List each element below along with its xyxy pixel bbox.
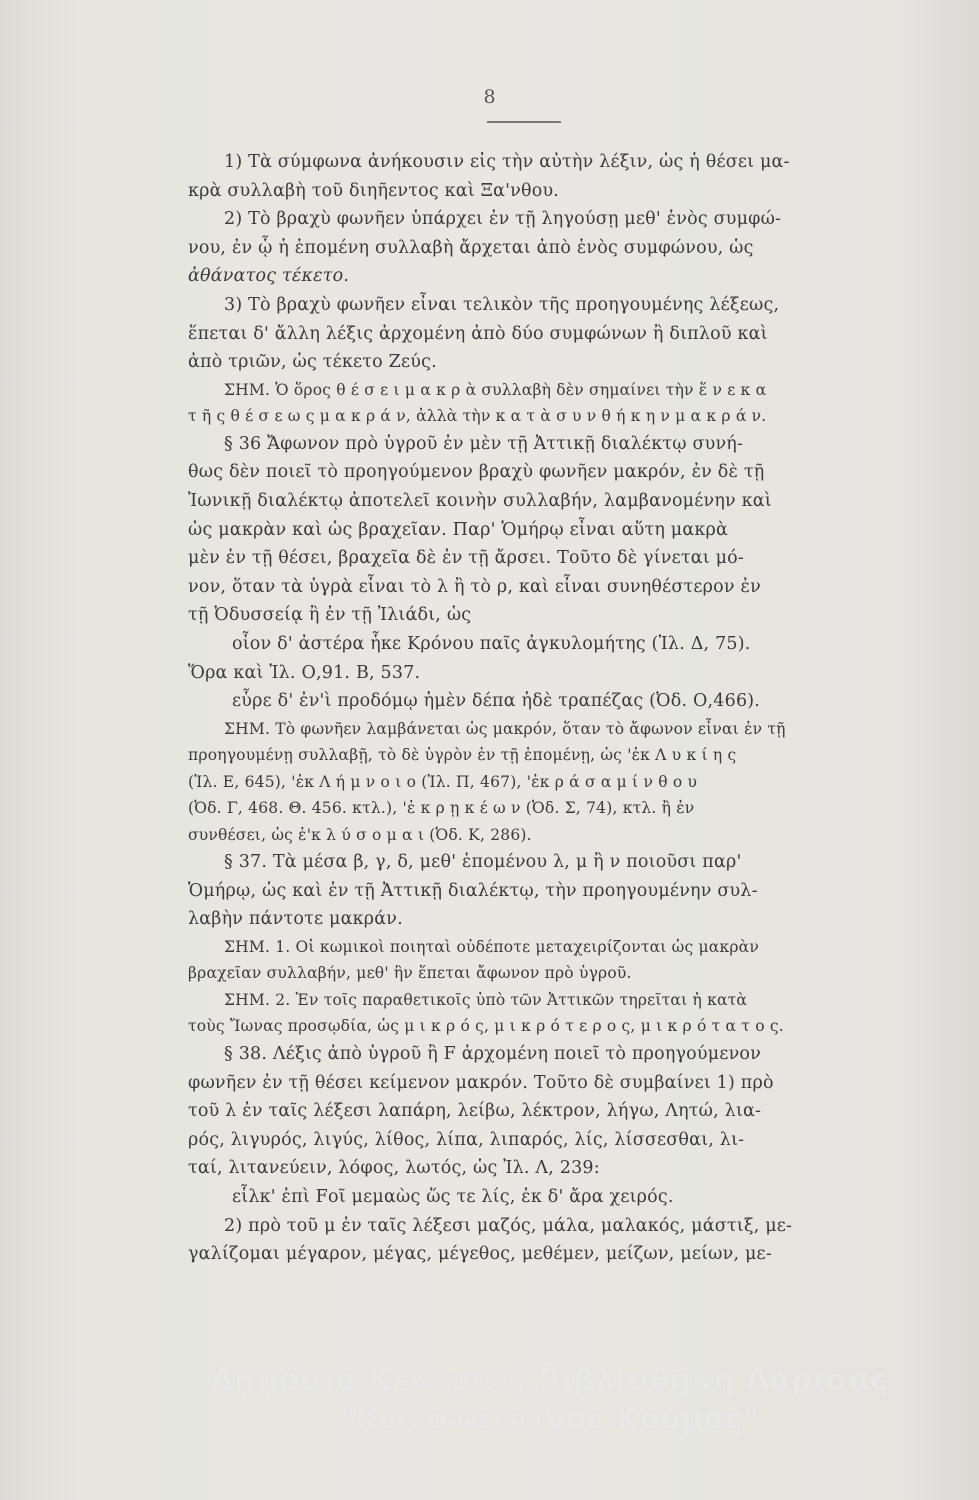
- note-line: ΣΗΜ. Ὁ ὅρος θ έ σ ε ι μ α κ ρ ὰ συλλαβὴ δὲν σημαίνει τὴν ἕ ν ε κ α: [224, 380, 767, 399]
- text-line: Ὁμήρῳ, ὡς καὶ ἐν τῇ Ἀττικῇ διαλέκτῳ, τὴν προηγουμένην συλ-: [188, 880, 758, 901]
- text-line: τῇ Ὀδυσσείᾳ ἢ ἐν τῇ Ἰλιάδι, ὡς: [188, 605, 472, 626]
- note-line: ΣΗΜ. 1. Οἱ κωμικοὶ ποιηταὶ οὐδέποτε μεταχειρίζονται ὡς μακρὰν: [224, 937, 759, 956]
- note-line: συνθέσει, ὡς ἐ'κ λ ύ σ ο μ α ι (Ὀδ. Κ, 286).: [188, 825, 532, 844]
- text-line: ὡς μακρὰν καὶ ὡς βραχεῖαν. Παρ' Ὁμήρῳ εἶναι αὕτη μακρὰ: [188, 519, 729, 540]
- body-text: [188, 148, 844, 1269]
- text-line: θως δὲν ποιεῖ τὸ προηγούμενον βραχὺ φωνῆεν μακρόν, ἐν δὲ τῇ: [188, 462, 765, 483]
- section-38-line: § 38. Λέξις ἀπὸ ὑγροῦ ἢ F ἀρχομένη ποιεῖ τὸ προηγούμενον: [224, 1043, 762, 1064]
- text-line: νον, ὅταν τὰ ὑγρὰ εἶναι τὸ λ ἢ τὸ ρ, καὶ εἶναι συνηθέστερον ἐν: [188, 576, 761, 597]
- note-line: βραχεῖαν συλλαβήν, μεθ' ἣν ἕπεται ἄφωνον πρὸ ὑγροῦ.: [188, 964, 632, 983]
- text-line: 3) Τὸ βραχὺ φωνῆεν εἶναι τελικὸν τῆς προηγουμένης λέξεως,: [224, 294, 780, 315]
- text-line: ρός, λιγυρός, λιγύς, λίθος, λίπα, λιπαρός, λίς, λίσσεσθαι, λι-: [188, 1129, 745, 1150]
- text-line: 1) Τὰ σύμφωνα ἀνήκουσιν εἰς τὴν αὐτὴν λέξιν, ὡς ἡ θέσει μα-: [224, 152, 790, 172]
- note-line: τ ῆ ς θ έ σ ε ω ς μ α κ ρ ά ν, ἀλλὰ τὴν κ α τ ὰ σ υ ν θ ή κ η ν μ α κ ρ ά ν.: [188, 407, 767, 426]
- page-number: 8: [483, 86, 496, 108]
- text-line: τοῦ λ ἐν ταῖς λέξεσι λαπάρη, λείβω, λέκτρον, λήγω, Λητώ, λια-: [188, 1101, 762, 1122]
- text-line: Ὅρα καὶ Ἰλ. Ο,91. Β, 537.: [188, 662, 421, 683]
- section-36-line: § 36 Ἄφωνον πρὸ ὑγροῦ ἐν μὲν τῇ Ἀττικῇ διαλέκτῳ συνή-: [224, 433, 744, 454]
- text-line: ταί, λιτανεύειν, λόφος, λωτός, ὡς Ἰλ. Λ, 239:: [188, 1158, 600, 1179]
- verse-line: οἷον δ' ἀστέρα ἧκε Κρόνου παῖς ἀγκυλομήτης (Ἰλ. Δ, 75).: [232, 633, 751, 654]
- library-watermark: Δημόσια Κεντρική Βιβλιοθήκη Λάρισας: [210, 1363, 889, 1398]
- library-watermark-name: "Κωνσταντίνος Κούμας": [339, 1402, 760, 1437]
- note-line: προηγουμένῃ συλλαβῇ, τὸ δὲ ὑγρὸν ἐν τῇ ἑπομένῃ, ὡς 'ἐκ Λ υ κ ί η ς: [188, 746, 737, 765]
- note-line: ΣΗΜ. Τὸ φωνῆεν λαμβάνεται ὡς μακρόν, ὅταν τὸ ἄφωνον εἶναι ἐν τῇ: [224, 719, 786, 738]
- text-line: γαλίζομαι μέγαρον, μέγας, μέγεθος, μεθέμεν, μείζων, μείων, με-: [188, 1244, 772, 1265]
- text-line: ἀθάνατος τέκετο.: [188, 266, 350, 287]
- text-line: μὲν ἐν τῇ θέσει, βραχεῖα δὲ ἐν τῇ ἄρσει. Τοῦτο δὲ γίνεται μό-: [188, 548, 745, 569]
- text-line: λαβὴν πάντοτε μακράν.: [188, 909, 403, 930]
- header-rule: [487, 121, 561, 123]
- text-line: νου, ἐν ᾧ ἡ ἑπομένη συλλαβὴ ἄρχεται ἀπὸ ἑνὸς συμφώνου, ὡς: [188, 237, 754, 258]
- text-line: κρὰ συλλαβὴ τοῦ διηῆεντος καὶ Ξα'νθου.: [188, 180, 560, 201]
- text-line: φωνῆεν ἐν τῇ θέσει κείμενον μακρόν. Τοῦτο δὲ συμβαίνει 1) πρὸ: [188, 1072, 774, 1093]
- note-line: (Ὀδ. Γ, 468. Θ. 456. κτλ.), 'ἐ κ ρ ῃ κ έ ω ν (Ὀδ. Σ, 74), κτλ. ἢ ἐν: [188, 799, 695, 818]
- text-line: 2) πρὸ τοῦ μ ἐν ταῖς λέξεσι μαζός, μάλα, μαλακός, μάστιξ, με-: [224, 1215, 793, 1236]
- note-line: τοὺς Ἴωνας προσῳδία, ὡς μ ι κ ρ ό ς, μ ι κ ρ ό τ ε ρ ο ς, μ ι κ ρ ό τ α τ ο ς.: [188, 1017, 784, 1036]
- section-37-line: § 37. Τὰ μέσα β, γ, δ, μεθ' ἑπομένου λ, μ ἢ ν ποιοῦσι παρ': [224, 852, 742, 873]
- note-line: ΣΗΜ. 2. Ἐν τοῖς παραθετικοῖς ὑπὸ τῶν Ἀττικῶν τηρεῖται ἡ κατὰ: [224, 990, 748, 1009]
- text-line: ἀπὸ τριῶν, ὡς τέκετο Ζεύς.: [188, 352, 437, 373]
- verse-line: εὗρε δ' ἐν'ὶ προδόμῳ ἡμὲν δέπα ἠδὲ τραπέζας (Ὀδ. Ο,466).: [232, 691, 761, 712]
- text-line: ἕπεται δ' ἄλλη λέξις ἀρχομένη ἀπὸ δύο συμφώνων ἢ διπλοῦ καὶ: [188, 323, 768, 344]
- text-line: Ἰωνικῇ διαλέκτῳ ἀποτελεῖ κοινὴν συλλαβήν, λαμβανομένην καὶ: [188, 490, 772, 511]
- text-line: 2) Τὸ βραχὺ φωνῆεν ὑπάρχει ἐν τῇ ληγούσῃ μεθ' ἑνὸς συμφώ-: [224, 209, 782, 230]
- verse-line: εἷλκ' ἐπὶ Fοῖ μεμαὼς ὥς τε λίς, ἐκ δ' ἄρα χειρός.: [232, 1186, 674, 1207]
- note-line: (Ἰλ. Ε, 645), 'ἐκ Λ ή μ ν ο ι ο (Ἰλ. Π, 467), 'ἐκ ρ ά σ α μ ί ν θ ο υ: [188, 772, 698, 791]
